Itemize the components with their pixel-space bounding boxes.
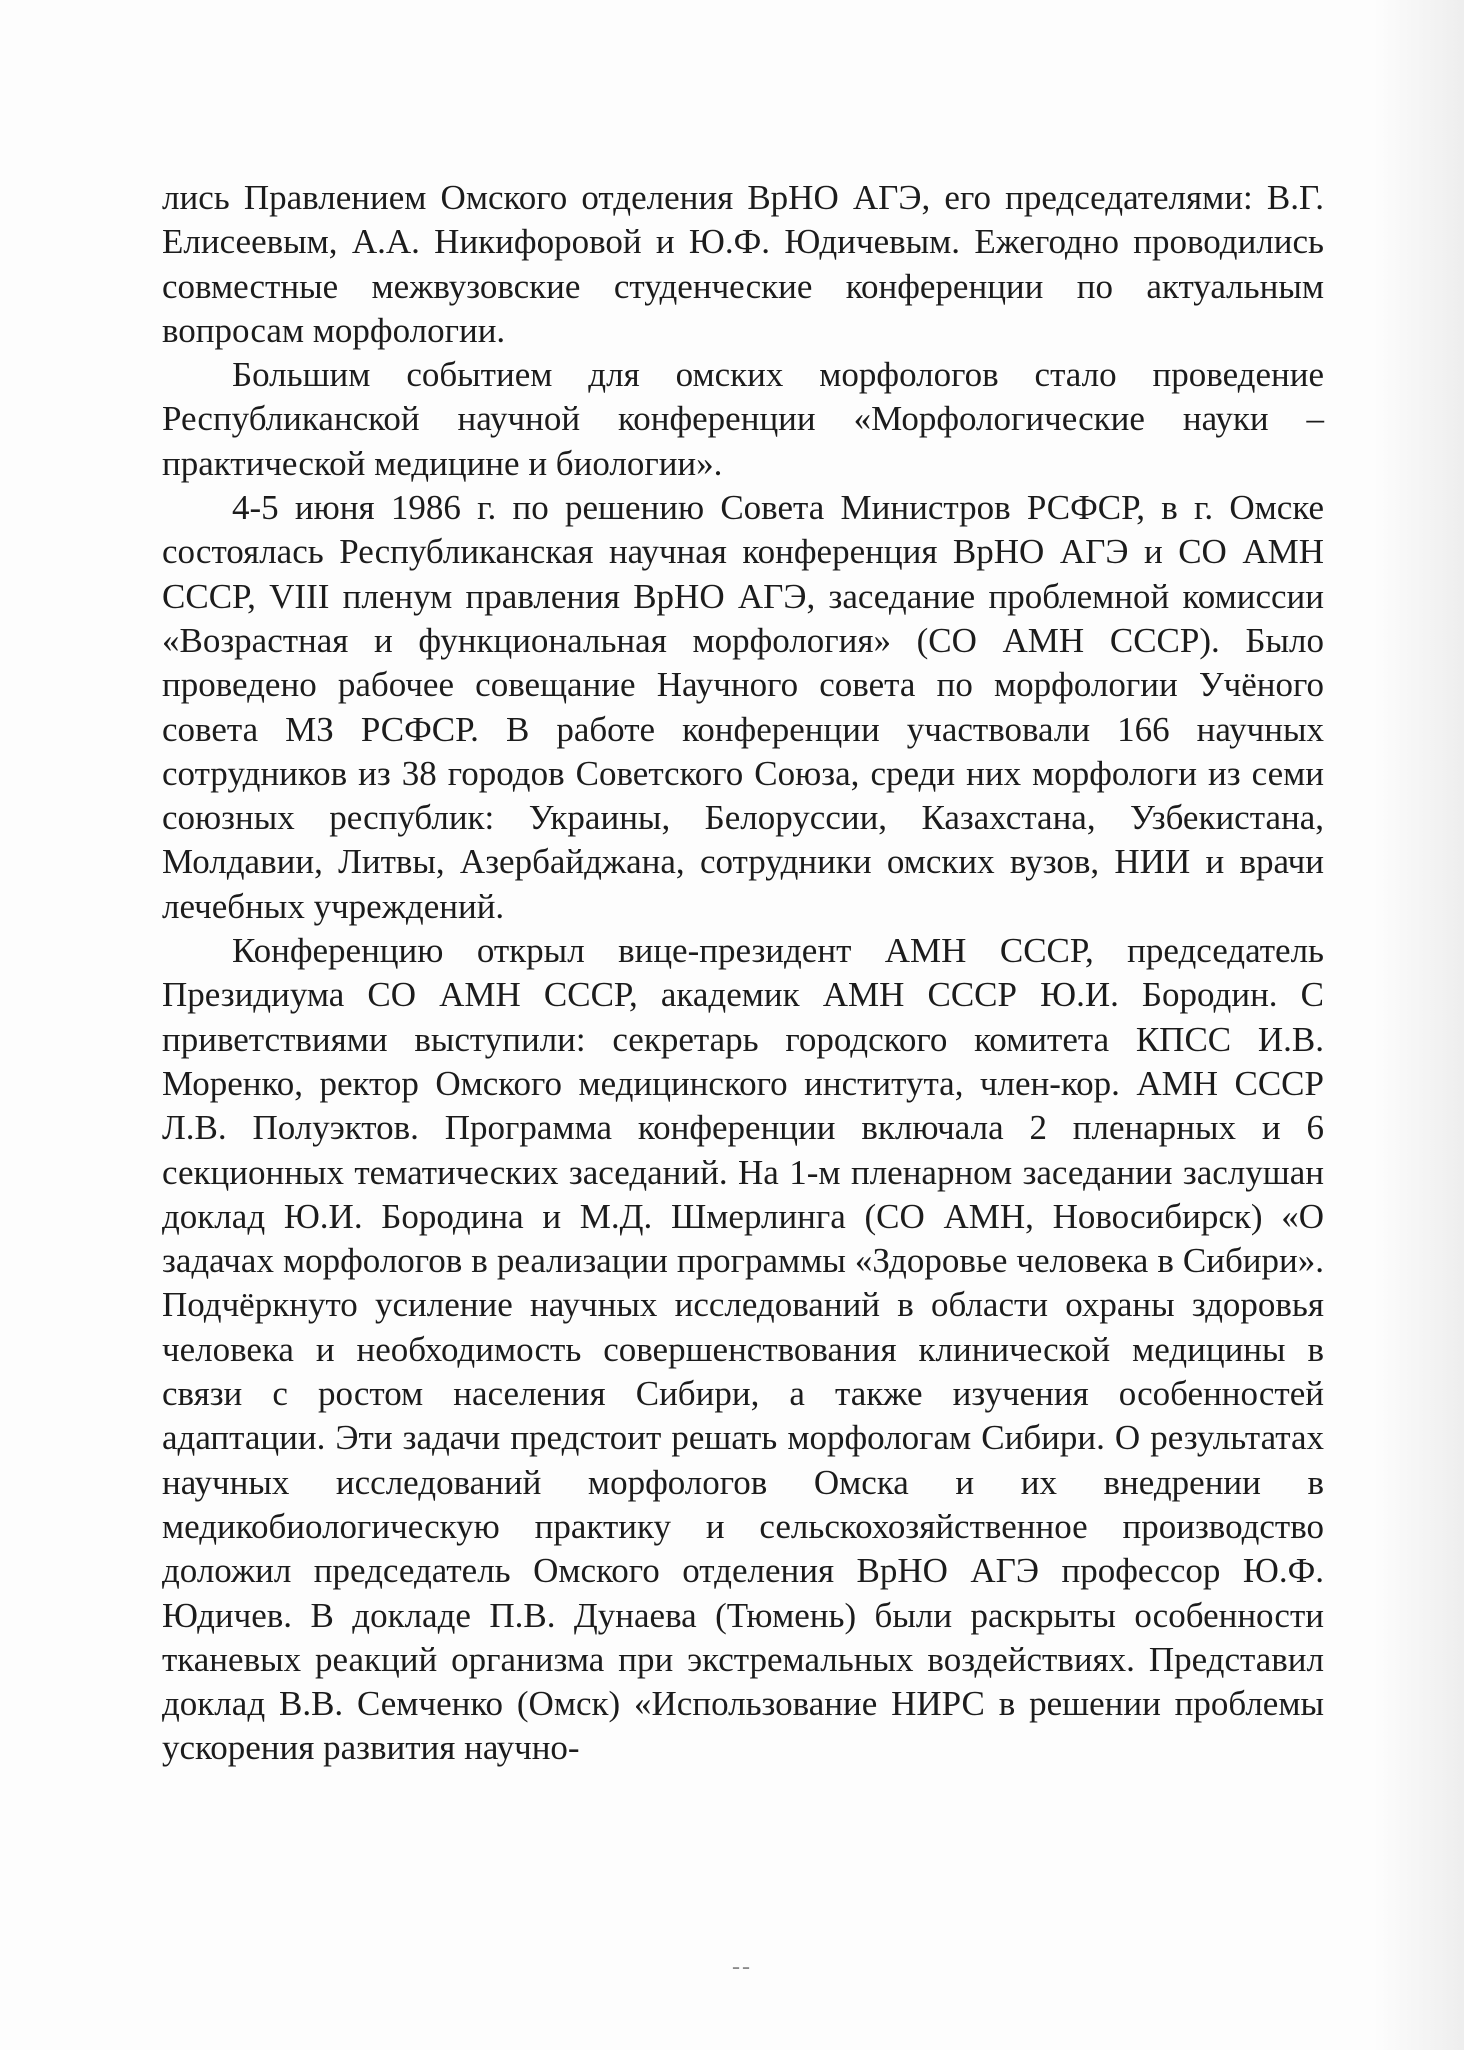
- page-edge-shadow: [1374, 0, 1464, 2050]
- body-text: [162, 176, 1324, 1771]
- paragraph-2: Большим событием для омских морфологов стало проведение Республиканской научной конференции «Морфологические науки – практической медицине и биологии».: [162, 355, 1324, 483]
- paragraph-3: 4-5 июня 1986 г. по решению Совета Министров РСФСР, в г. Омске состоялась Республиканская научная конференция ВрНО АГЭ и СО АМН СССР, VIII пленум правления ВрНО АГЭ, заседание проблемной комиссии «Возрастная и функциональная морфология» (СО АМН СССР). Было проведено рабочее совещание Научного совета по морфологии Учёного совета МЗ РСФСР. В работе конференции участвовали 166 научных сотрудников из 38 городов Советского Союза, среди них морфологи из семи союзных республик: Украины, Белоруссии, Казахстана, Узбекистана, Молдавии, Литвы, Азербайджана, сотрудники омских вузов, НИИ и врачи лечебных учреждений.: [162, 488, 1324, 926]
- paragraph-4: Конференцию открыл вице-президент АМН СССР, председатель Президиума СО АМН СССР, академик АМН СССР Ю.И. Бородин. С приветствиями выступили: секретарь городского комитета КПСС И.В. Моренко, ректор Омского медицинского института, член-кор. АМН СССР Л.В. Полуэктов. Программа конференции включала 2 пленарных и 6 секционных тематических заседаний. На 1-м пленарном заседании заслушан доклад Ю.И. Бородина и М.Д. Шмерлинга (СО АМН, Новосибирск) «О задачах морфологов в реализации программы «Здоровье человека в Сибири». Подчёркнуто усиление научных исследований в области охраны здоровья человека и необходимость совершенствования клинической медицины в связи с ростом населения Сибири, а также изучения особенностей адаптации. Эти задачи предстоит решать морфологам Сибири. О результатах научных исследований морфологов Омска и их внедрении в медикобиологическую практику и сельскохозяйственное производство доложил председатель Омского отделения ВрНО АГЭ профессор Ю.Ф. Юдичев. В докладе П.В. Дунаева (Тюмень) были раскрыты особенности тканевых реакций организма при экстремальных воздействиях. Представил доклад В.В. Семченко (Омск) «Использование НИРС в решении проблемы ускорения развития научно-: [162, 931, 1324, 1768]
- paragraph-1: лись Правлением Омского отделения ВрНО АГЭ, его председателями: В.Г. Елисеевым, А.А. Никифоровой и Ю.Ф. Юдичевым. Ежегодно проводились совместные межвузовские студенческие конференции по актуальным вопросам морфологии.: [162, 178, 1324, 350]
- page-number: --: [732, 1954, 752, 1980]
